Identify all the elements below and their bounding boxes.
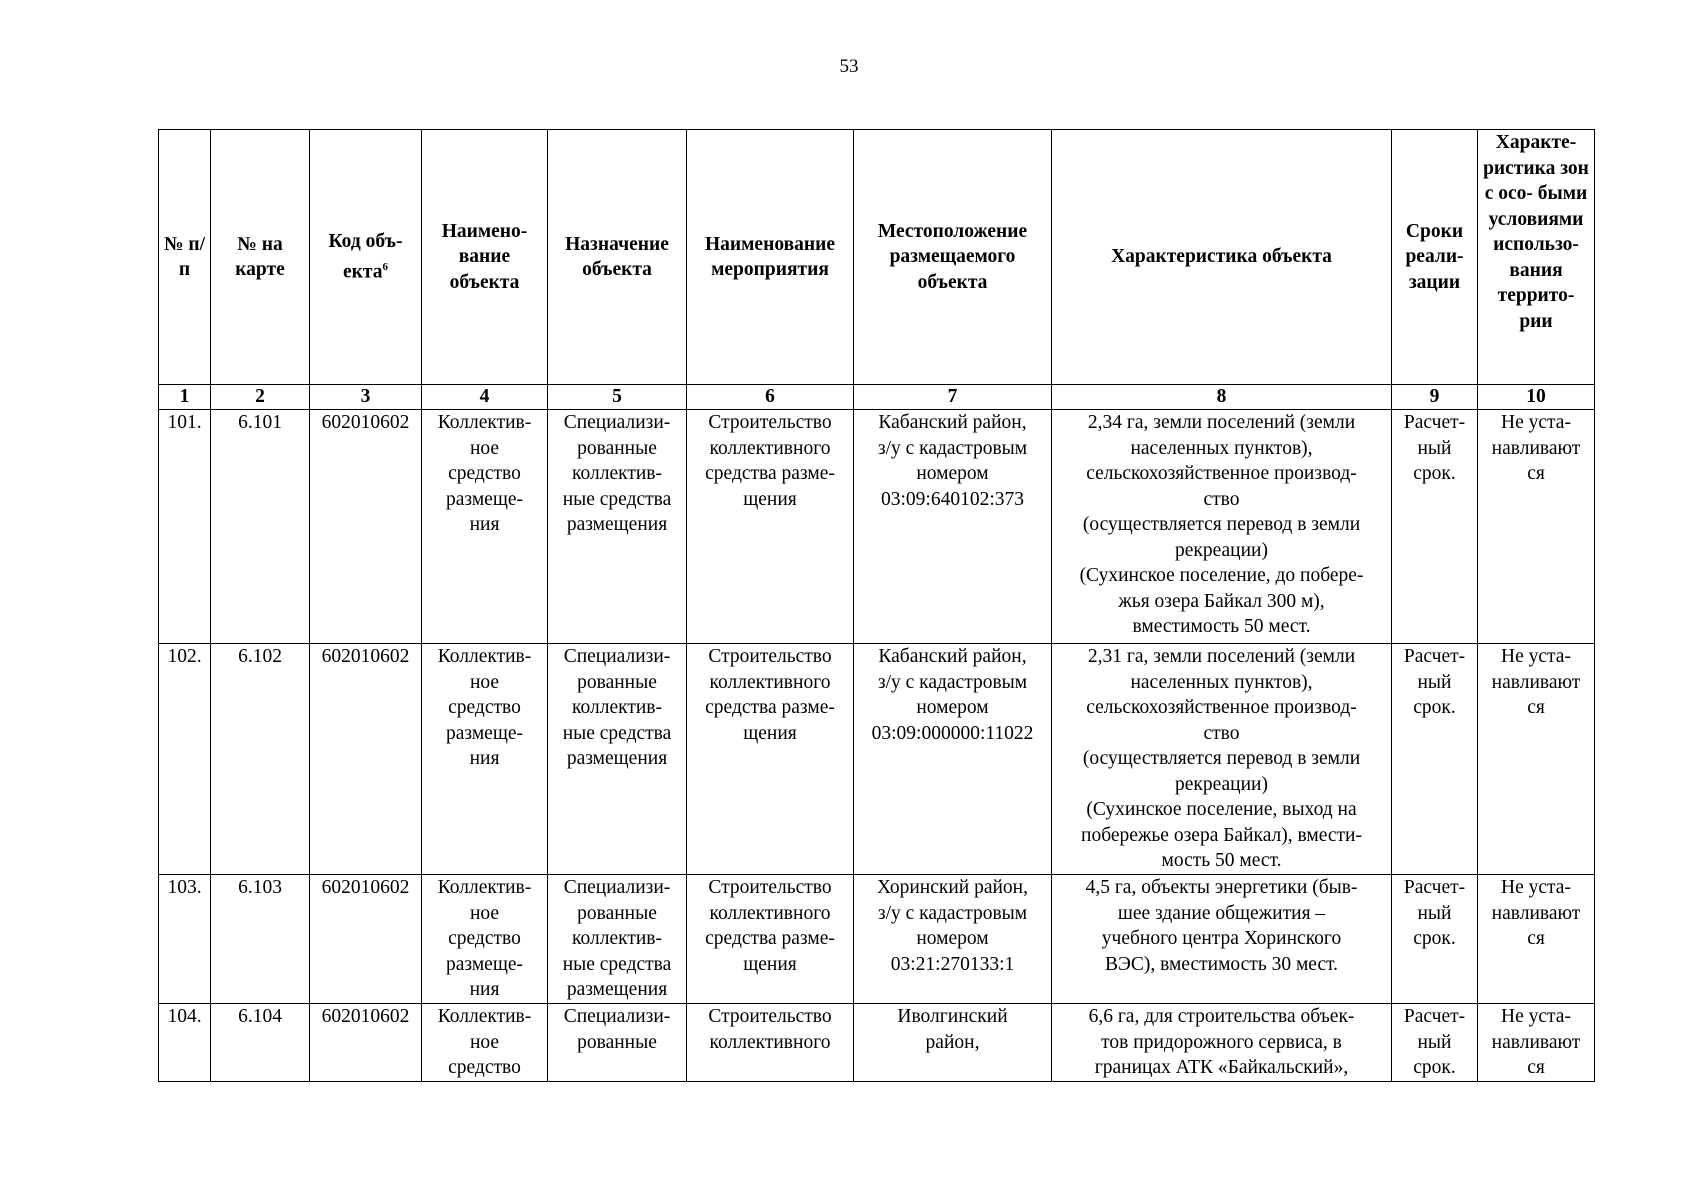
col-number-1: 1: [159, 385, 211, 410]
header-event-name: Наименование мероприятия: [687, 130, 854, 385]
row-number: 104.: [159, 1004, 211, 1082]
page-number: 53: [839, 56, 859, 77]
terms: Расчет- ный срок.: [1392, 644, 1478, 875]
footnote-marker: 6: [382, 260, 388, 273]
terms: Расчет- ный срок.: [1392, 875, 1478, 1004]
zones: Не уста- навливают ся: [1478, 644, 1595, 875]
characteristic: 2,31 га, земли поселений (земли населенных пунктов), сельскохозяйственное производ- ство (осуществляется перевод в земли рекреации) (Сухинское поселение, выход на побережье озера Байкал), вмести- мость 50 мест.: [1052, 644, 1392, 875]
header-terms: Сроки реали- зации: [1392, 130, 1478, 385]
object-code: 602010602: [310, 410, 422, 644]
table-row: [159, 410, 1595, 644]
col-number-6: 6: [687, 385, 854, 410]
object-purpose: Специализи- рованные коллектив- ные средства размещения: [548, 644, 687, 875]
characteristic: 2,34 га, земли поселений (земли населенных пунктов), сельскохозяйственное производ- ство (осуществляется перевод в земли рекреации) (Сухинское поселение, до побере- жья озера Байкал 300 м), вместимость 50 мест.: [1052, 410, 1392, 644]
row-number: 103.: [159, 875, 211, 1004]
header-location: Местоположение размещаемого объекта: [854, 130, 1052, 385]
map-number: 6.101: [211, 410, 310, 644]
event-name: Строительство коллективного средства разме- щения: [687, 410, 854, 644]
col-number-3: 3: [310, 385, 422, 410]
header-map-number: № на карте: [211, 130, 310, 385]
object-purpose: Специализи- рованные коллектив- ные средства размещения: [548, 875, 687, 1004]
event-name: Строительство коллективного средства разме- щения: [687, 644, 854, 875]
table-row: [159, 875, 1595, 1004]
map-number: 6.102: [211, 644, 310, 875]
header-characteristic: Характеристика объекта: [1052, 130, 1392, 385]
terms: Расчет- ный срок.: [1392, 1004, 1478, 1082]
objects-table: [158, 129, 1595, 1082]
zones: Не уста- навливают ся: [1478, 875, 1595, 1004]
col-number-4: 4: [422, 385, 548, 410]
characteristic: 4,5 га, объекты энергетики (быв- шее здание общежития – учебного центра Хоринского ВЭС), вместимость 30 мест.: [1052, 875, 1392, 1004]
header-object-name: Наимено- вание объекта: [422, 130, 548, 385]
col-number-8: 8: [1052, 385, 1392, 410]
zones: Не уста- навливают ся: [1478, 410, 1595, 644]
col-number-5: 5: [548, 385, 687, 410]
col-number-9: 9: [1392, 385, 1478, 410]
row-number: 102.: [159, 644, 211, 875]
col-number-7: 7: [854, 385, 1052, 410]
event-name: Строительство коллективного средства разме- щения: [687, 875, 854, 1004]
zones: Не уста- навливают ся: [1478, 1004, 1595, 1082]
map-number: 6.104: [211, 1004, 310, 1082]
col-number-10: 10: [1478, 385, 1595, 410]
object-purpose: Специализи- рованные: [548, 1004, 687, 1082]
table-row: [159, 1004, 1595, 1082]
column-numbers-row: [159, 385, 1595, 410]
location: Кабанский район, з/у с кадастровым номером 03:09:000000:11022: [854, 644, 1052, 875]
object-name: Коллектив- ное средство размеще- ния: [422, 875, 548, 1004]
header-zones: Характе- ристика зон с осо- быми условиями использо- вания террито- рии: [1478, 130, 1595, 385]
object-code: 602010602: [310, 644, 422, 875]
object-name: Коллектив- ное средство размеще- ния: [422, 644, 548, 875]
event-name: Строительство коллективного: [687, 1004, 854, 1082]
characteristic: 6,6 га, для строительства объек- тов придорожного сервиса, в границах АТК «Байкальский»,: [1052, 1004, 1392, 1082]
location: Кабанский район, з/у с кадастровым номером 03:09:640102:373: [854, 410, 1052, 644]
col-number-2: 2: [211, 385, 310, 410]
table-header-row: [159, 130, 1595, 385]
object-code: 602010602: [310, 1004, 422, 1082]
header-object-code: [310, 130, 422, 385]
location: Хоринский район, з/у с кадастровым номером 03:21:270133:1: [854, 875, 1052, 1004]
table-row: [159, 644, 1595, 875]
terms: Расчет- ный срок.: [1392, 410, 1478, 644]
map-number: 6.103: [211, 875, 310, 1004]
object-code: 602010602: [310, 875, 422, 1004]
object-purpose: Специализи- рованные коллектив- ные средства размещения: [548, 410, 687, 644]
location: Иволгинский район,: [854, 1004, 1052, 1082]
header-object-code-label: Код объ- екта: [328, 231, 403, 283]
row-number: 101.: [159, 410, 211, 644]
object-name: Коллектив- ное средство размеще- ния: [422, 410, 548, 644]
object-name: Коллектив- ное средство: [422, 1004, 548, 1082]
header-object-purpose: Назначение объекта: [548, 130, 687, 385]
header-row-number: № п/п: [159, 130, 211, 385]
